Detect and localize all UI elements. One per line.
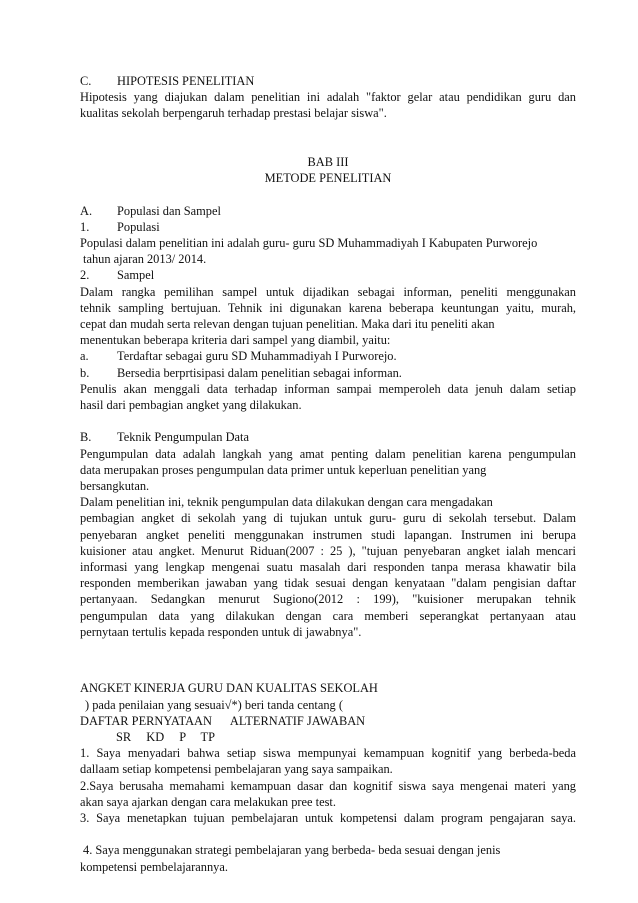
section-c-number: C. [80,74,92,88]
teknik-para1-line-1: Pengumpulan data adalah langkah yang amat penting dalam penelitian karena pengumpulan [80,446,576,461]
subsection-populasi-heading [80,219,576,235]
sampel-line-1: Dalam rangka pemilihan sampel untuk dijadikan sebagai informan, peneliti menggunakan [80,284,576,299]
sampel-line-4: menentukan beberapa kriteria dari sampel yang diambil, yaitu: [80,333,391,348]
subsection-sampel-heading [80,267,576,283]
angket-item-2-line-1: 2.Saya berusaha memahami kemampuan dasar dan kognitif siswa saya mengenai materi yang [80,778,576,793]
section-c-heading [80,73,576,89]
criteria-item [80,365,576,381]
angket-item-2-line-2: akan saya ajarkan dengan cara melakukan pree test. [80,794,336,809]
teknik-para2-line-4: kuisioner atau angket. Menurut Riduan(2007 : 25 ), "tujuan penyebaran angket ialah mencari [80,543,576,558]
angket-title: ANGKET KINERJA GURU DAN KUALITAS SEKOLAH [80,681,378,696]
populasi-line-2: tahun ajaran 2013/ 2014. [83,252,207,267]
teknik-para2-line-9: pernytaan tertulis kepada responden untuk di jawabnya". [80,624,362,639]
subsection-sampel-number: 2. [80,268,90,283]
subsection-populasi-number: 1. [80,219,90,234]
subsection-sampel-title: Sampel [117,268,155,283]
criteria-item-number: b. [80,365,90,380]
teknik-para2-line-2: pembagian angket di sekolah yang di tujukan untuk guru- guru di sekolah tersebut. Dalam [80,511,576,526]
angket-item-1-line-1: 1. Saya menyadari bahwa setiap siswa mempunyai kemampuan kognitif yang berbeda-beda [80,746,576,761]
angket-instruction: ) pada penilaian yang sesuai√*) beri tanda centang ( [85,697,343,712]
angket-header-left: DAFTAR PERNYATAAN [80,713,212,728]
angket-item-4-line-2: kompetensi pembelajarannya. [80,859,228,874]
angket-item-1-line-2: dallaam setiap kompetensi pembelajaran yang saya sampaikan. [80,762,393,777]
angket-item-4-line-1: 4. Saya menggunakan strategi pembelajaran yang berbeda- beda sesuai dengan jenis [83,843,501,858]
teknik-para1-line-3: bersangkutan. [80,479,150,494]
populasi-line-1: Populasi dalam penelitian ini adalah guru- guru SD Muhammadiyah I Kabupaten Purworejo [80,235,538,250]
teknik-para2-line-1: Dalam penelitian ini, teknik pengumpulan data dilakukan dengan cara mengadakan [80,495,493,510]
section-a-number: A. [80,203,93,218]
teknik-para2-line-6: responden memberikan jawaban yang tidak sesuai dengan kenyataan "dalam pengisian daftar [80,576,576,591]
teknik-para1-line-2: data merupakan proses pengumpulan data primer untuk keperluan penelitian yang [80,462,487,477]
criteria-item-text: Bersedia berprtisipasi dalam penelitian sebagai informan. [117,365,402,380]
chapter-subtitle: METODE PENELITIAN [264,171,392,186]
closing-line-2: hasil dari pembagian angket yang dilakukan. [80,398,302,413]
section-a-title: Populasi dan Sampel [117,203,221,218]
teknik-para2-line-8: pengumpulan data yang dilakukan dengan cara memberi seperangkat pertanyaan atau [80,608,576,623]
criteria-item-number: a. [80,349,89,364]
section-b-title: Teknik Pengumpulan Data [117,430,249,445]
section-b-heading [80,429,576,445]
angket-options: SR KD P TP [116,730,216,745]
subsection-populasi-title: Populasi [117,219,160,234]
teknik-para2-line-7: pertanyaan. Sedangkan menurut Sugiono(2012 : 199), "kuisioner merupakan tehnik [80,592,576,607]
chapter-title: BAB III [307,154,349,169]
section-a-heading [80,203,576,219]
closing-line-1: Penulis akan menggali data terhadap informan sampai memperoleh data jenuh dalam setiap [80,381,576,396]
angket-header-right: ALTERNATIF JAWABAN [229,713,366,728]
teknik-para2-line-5: informasi yang lengkap mengenai suatu masalah dari responden tanpa merasa khawatir bila [80,560,576,575]
angket-item-3-line-1: 3. Saya menetapkan tujuan pembelajaran untuk kompetensi dalam program pengajaran saya. [80,811,576,826]
section-b-number: B. [80,430,92,445]
sampel-line-3: cepat dan mudah serta relevan dengan tujuan penelitian. Maka dari itu peneliti akan [80,317,495,331]
angket-header [80,713,576,729]
teknik-para2-line-3: penyebaran angket peneliti menggunakan instrumen studi lapangan. Instrumen ini berupa [80,527,576,542]
sampel-line-2: tehnik sampling bertujuan. Tehnik ini digunakan karena beberapa keuntungan yaitu, murah, [80,300,576,315]
hipotesis-line-2: kualitas sekolah berpengaruh terhadap prestasi belajar siswa". [80,106,387,121]
criteria-item [80,348,576,364]
criteria-item-text: Terdaftar sebagai guru SD Muhammadiyah I Purworejo. [117,349,397,364]
section-c-title: HIPOTESIS PENELITIAN [117,74,255,88]
hipotesis-line-1: Hipotesis yang diajukan dalam penelitian ini adalah "faktor gelar atau pendidikan guru dan [80,90,576,105]
